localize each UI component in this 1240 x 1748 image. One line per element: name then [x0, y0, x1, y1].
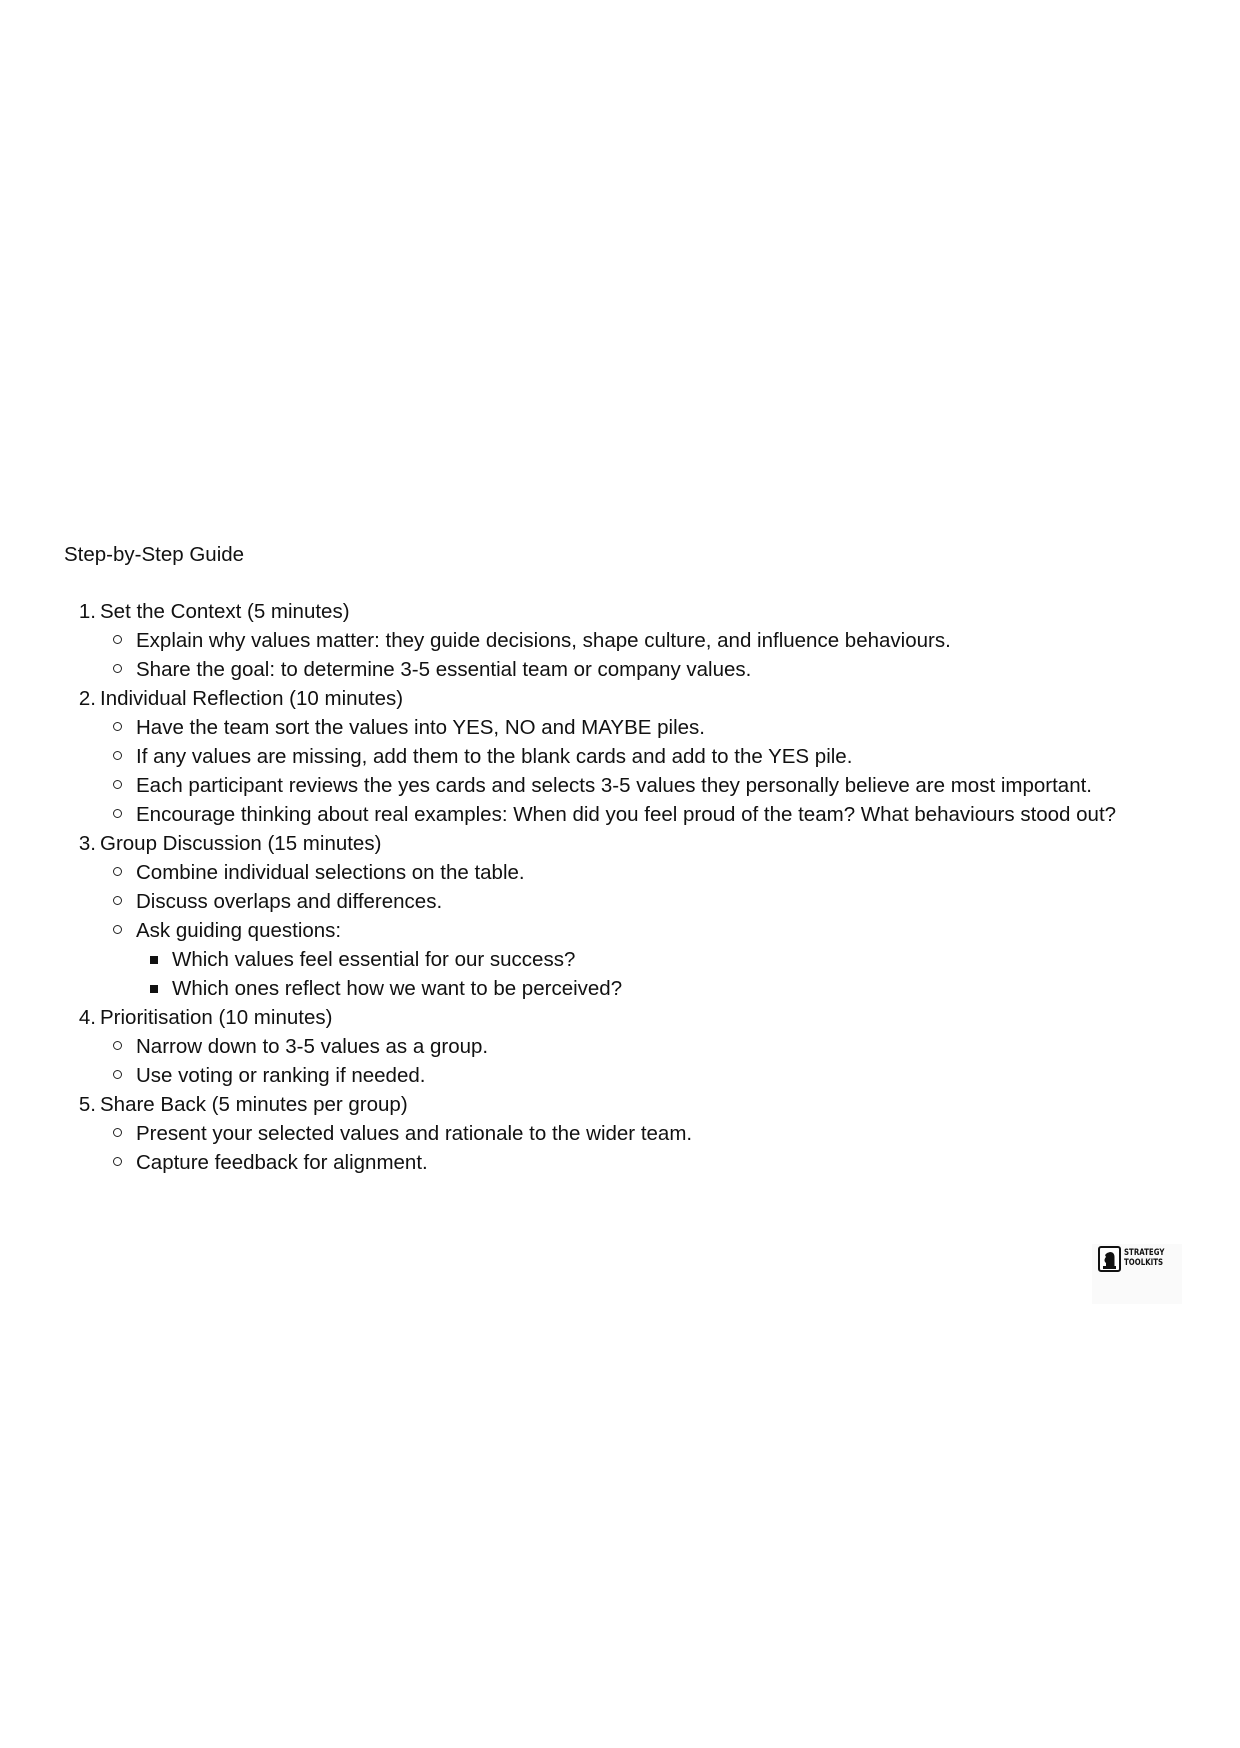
logo-line-1: STRATEGY [1124, 1248, 1165, 1258]
list-item [64, 800, 1144, 829]
nested-list-item [64, 945, 1144, 974]
hollow-circle-bullet-icon [113, 867, 122, 876]
step-title: Share Back (5 minutes per group) [100, 1093, 408, 1116]
list-item-text: Combine individual selections on the table. [136, 861, 525, 884]
list-item-text: Use voting or ranking if needed. [136, 1064, 426, 1087]
step-title: Prioritisation (10 minutes) [100, 1006, 333, 1029]
step-1 [64, 597, 1144, 626]
hollow-circle-bullet-icon [113, 1157, 122, 1166]
hollow-circle-bullet-icon [113, 780, 122, 789]
logo-line-2: TOOLKITS [1124, 1258, 1164, 1268]
chess-knight-icon [1098, 1246, 1121, 1272]
list-item [64, 626, 1144, 655]
hollow-circle-bullet-icon [113, 925, 122, 934]
logo-wordmark [1124, 1248, 1164, 1268]
list-item-text: Narrow down to 3-5 values as a group. [136, 1035, 489, 1058]
step-title: Set the Context (5 minutes) [100, 600, 350, 623]
hollow-circle-bullet-icon [113, 1128, 122, 1137]
step-number: 4. [78, 1006, 96, 1029]
list-item [64, 771, 1144, 800]
nested-list-item-text: Which ones reflect how we want to be perceived? [172, 977, 623, 1000]
hollow-circle-bullet-icon [113, 722, 122, 731]
hollow-circle-bullet-icon [113, 635, 122, 644]
step-number: 2. [78, 687, 96, 710]
strategy-toolkits-logo [1092, 1244, 1182, 1304]
step-title: Individual Reflection (10 minutes) [100, 687, 404, 710]
step-number: 5. [78, 1093, 96, 1116]
hollow-circle-bullet-icon [113, 809, 122, 818]
square-bullet-icon [150, 985, 158, 993]
square-bullet-icon [150, 956, 158, 964]
list-item-text: If any values are missing, add them to the blank cards and add to the YES pile. [136, 745, 853, 768]
list-item [64, 1119, 1144, 1148]
step-title: Group Discussion (15 minutes) [100, 832, 382, 855]
hollow-circle-bullet-icon [113, 1041, 122, 1050]
list-item-text: Ask guiding questions: [136, 919, 342, 942]
list-item [64, 858, 1144, 887]
nested-list-item [64, 974, 1144, 1003]
list-item [64, 1148, 1144, 1177]
list-item [64, 916, 1144, 945]
step-2 [64, 684, 1144, 713]
list-item-text: Capture feedback for alignment. [136, 1151, 428, 1174]
list-item [64, 713, 1144, 742]
list-item-text: Present your selected values and rationale to the wider team. [136, 1122, 693, 1145]
hollow-circle-bullet-icon [113, 896, 122, 905]
list-item-text: Share the goal: to determine 3-5 essential team or company values. [136, 658, 752, 681]
hollow-circle-bullet-icon [113, 751, 122, 760]
hollow-circle-bullet-icon [113, 1070, 122, 1079]
list-item-text: Each participant reviews the yes cards and selects 3-5 values they personally believe are most important. [136, 774, 1093, 797]
hollow-circle-bullet-icon [113, 664, 122, 673]
step-5 [64, 1090, 1144, 1119]
list-item [64, 742, 1144, 771]
list-item-text: Explain why values matter: they guide decisions, shape culture, and influence behaviours. [136, 629, 951, 652]
step-number: 3. [78, 832, 96, 855]
list-item-text: Encourage thinking about real examples: When did you feel proud of the team? What behaviours stood out? [136, 803, 1117, 826]
list-item [64, 887, 1144, 916]
list-item [64, 1032, 1144, 1061]
step-list [64, 597, 1144, 1177]
step-number: 1. [78, 600, 96, 623]
list-item [64, 655, 1144, 684]
list-item-text: Discuss overlaps and differences. [136, 890, 443, 913]
nested-list-item-text: Which values feel essential for our success? [172, 948, 576, 971]
step-4 [64, 1003, 1144, 1032]
step-3 [64, 829, 1144, 858]
page-heading: Step-by-Step Guide [64, 543, 245, 566]
list-item-text: Have the team sort the values into YES, NO and MAYBE piles. [136, 716, 705, 739]
list-item [64, 1061, 1144, 1090]
